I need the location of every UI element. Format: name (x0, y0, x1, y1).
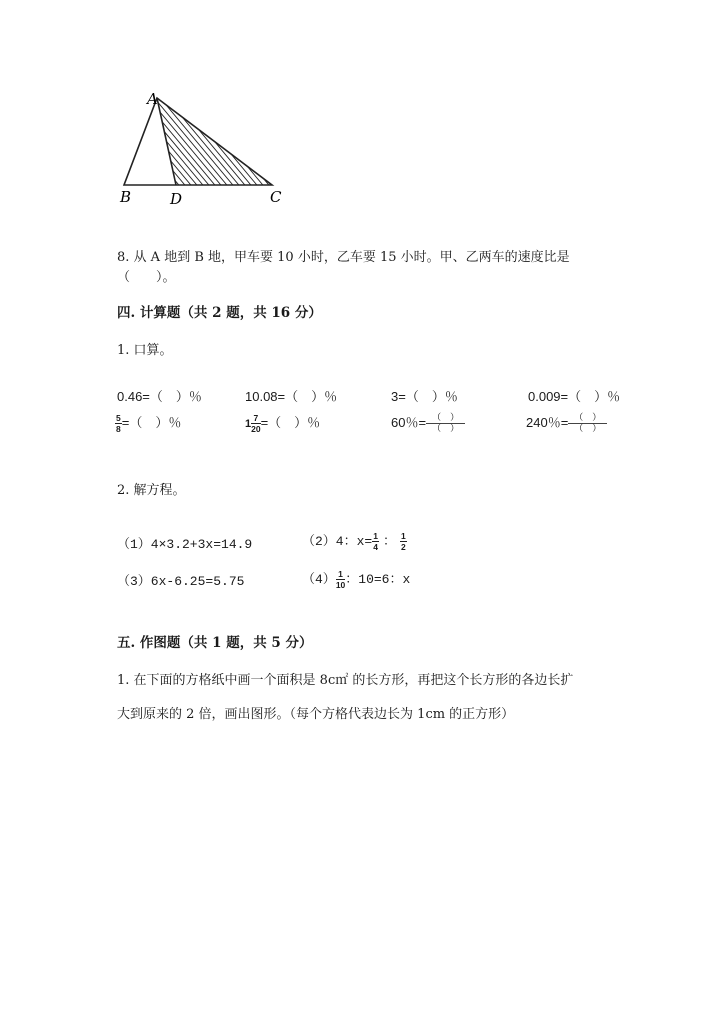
fraction-7-20: $\frac{7}{20}$ (251, 412, 261, 435)
blank-fraction-7: （ ） （ ） (426, 413, 465, 434)
calc-item-8: 240％= （ ） （ ） (526, 412, 607, 434)
calc-item-5: $\frac{5}{8}$ =（ ）％ (116, 412, 182, 435)
section5-title: 五. 作图题（共 1 题，共 5 分） (117, 635, 313, 651)
equation-2: （2）4：x= $\frac{1}{4}$ ： $\frac{1}{2}$ (302, 530, 406, 553)
q5-1-line1: 1. 在下面的方格纸中画一个面积是 8c㎡ 的长方形，再把这个长方形的各边长扩 (117, 673, 574, 688)
q4-1-label: 1. 口算。 (117, 343, 173, 358)
q5-1-line2: 大到原来的 2 倍，画出图形。（每个方格代表边长为 1cm 的正方形） (117, 707, 515, 722)
triangle-svg (110, 88, 290, 208)
calc-item-1: 0.46=（ ）％ (117, 389, 202, 404)
vertex-label-a: A (147, 90, 158, 108)
q4-2-label: 2. 解方程。 (117, 483, 186, 498)
q8-line2: （ ）。 (117, 270, 176, 285)
triangle-figure (110, 88, 290, 208)
calc-item-7: 60％= （ ） （ ） (391, 412, 465, 434)
fraction-1-2: $\frac{1}{2}$ (400, 530, 406, 553)
equation-4: （4） $\frac{1}{10}$ ：10=6：x (302, 568, 411, 591)
calc-item-2: 10.08=（ ）％ (245, 389, 338, 404)
fraction-1-4: $\frac{1}{4}$ (373, 530, 378, 553)
fraction-1-10: $\frac{1}{10}$ (335, 568, 346, 591)
vertex-label-c: C (270, 188, 282, 206)
blank-fraction-8: （ ） （ ） (568, 413, 607, 434)
equation-3: （3）6x-6.25=5.75 (117, 574, 245, 589)
vertex-label-d: D (170, 190, 183, 208)
section4-title: 四. 计算题（共 2 题，共 16 分） (117, 305, 322, 321)
fraction-5-8: $\frac{5}{8}$ (116, 412, 121, 435)
hatched-region (110, 88, 290, 208)
equation-1: （1）4×3.2+3x=14.9 (117, 537, 253, 552)
calc-item-6: 1 $\frac{7}{20}$ =（ ）％ (245, 412, 321, 435)
q8-line1: 8. 从 A 地到 B 地，甲车要 10 小时，乙车要 15 小时。甲、乙两车的速度比是 (117, 250, 570, 265)
calc-item-3: 3=（ ）％ (391, 389, 458, 404)
calc-item-4: 0.009=（ ）％ (528, 389, 621, 404)
vertex-label-b: B (120, 188, 132, 206)
